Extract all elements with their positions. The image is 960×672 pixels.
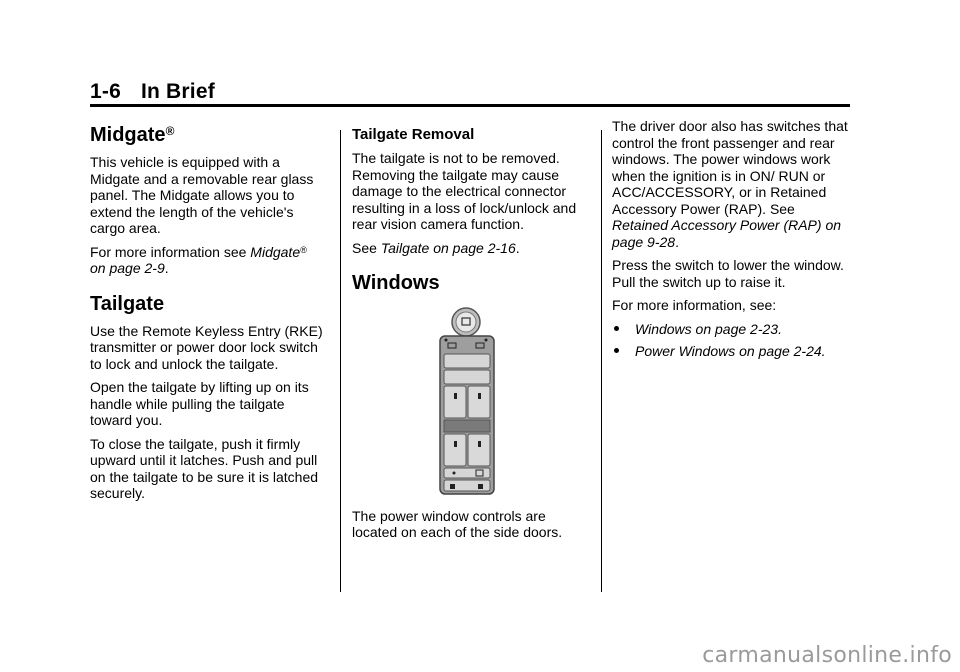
figure-caption: The power window controls are located on each of the side doors. — [352, 507, 563, 540]
tailgate-paragraph-1: Use the Remote Keyless Entry (RKE) transmitter or power door lock switch to lock and unlock the tailgate. — [90, 322, 323, 372]
bullet-power-windows — [612, 343, 852, 360]
tailgate-see-ref: See Tailgate on page 2-16. — [352, 239, 520, 256]
column-1 — [90, 118, 330, 509]
power-window-switch-icon — [432, 306, 496, 500]
column-divider-2 — [601, 130, 602, 592]
midgate-heading: Midgate® — [90, 124, 175, 146]
tailgate-heading: Tailgate — [90, 292, 165, 315]
page-header — [90, 80, 215, 104]
section-title: In Brief — [140, 80, 215, 103]
driver-switches-paragraph: The driver door also has switches that control the front passenger and rear windows. The power windows work when the ignition is in ON/ RUN or ACC/ACCESSORY, or in Retained Accessory Power (RAP). See Retained Accessory Power (RAP) on page 9-28. — [612, 118, 848, 250]
column-divider-1 — [340, 130, 341, 592]
rap-page-link[interactable]: Retained Accessory Power (RAP) on page 9-28 — [612, 217, 842, 250]
windows-page-link[interactable]: Windows on page 2-23. — [635, 320, 782, 337]
midgate-paragraph-2: For more information see Midgate® on page 2-9. — [90, 243, 307, 276]
tailgate-paragraph-3: To close the tailgate, push it firmly upward until it latches. Push and pull on the tailgate to be sure it is latched securely. — [90, 435, 319, 501]
press-switch-paragraph: Press the switch to lower the window. Pull the switch up to raise it. — [612, 257, 844, 290]
tailgate-removal-heading: Tailgate Removal — [352, 126, 475, 143]
more-info-paragraph: For more information, see: — [612, 297, 777, 313]
watermark: carmanualsonline.info — [702, 643, 952, 668]
tailgate-paragraph-2: Open the tailgate by lifting up on its handle while pulling the tailgate toward you. — [90, 379, 309, 428]
power-windows-page-link[interactable]: Power Windows on page 2-24. — [635, 343, 826, 359]
midgate-paragraph-1: This vehicle is equipped with a Midgate and a removable rear glass panel. The Midgate allows you to extend the length of the vehicle's cargo area. — [90, 154, 314, 236]
windows-heading: Windows — [352, 272, 440, 294]
bullet-windows — [612, 321, 852, 338]
column-2 — [352, 118, 592, 548]
tailgate-page-link[interactable]: Tailgate on page 2-16 — [380, 239, 516, 256]
column-3 — [612, 118, 852, 366]
tailgate-removal-paragraph: The tailgate is not to be removed. Removing the tailgate may cause damage to the electrical connector resulting in a loss of lock/unlock and rear vision camera function. — [352, 150, 577, 232]
page-number: 1-6 — [90, 80, 121, 103]
header-rule — [90, 104, 850, 107]
midgate-page-link[interactable]: Midgate® on page 2-9 — [90, 243, 307, 276]
bullet-dot-icon — [614, 326, 619, 331]
bullet-dot-icon — [614, 348, 619, 353]
